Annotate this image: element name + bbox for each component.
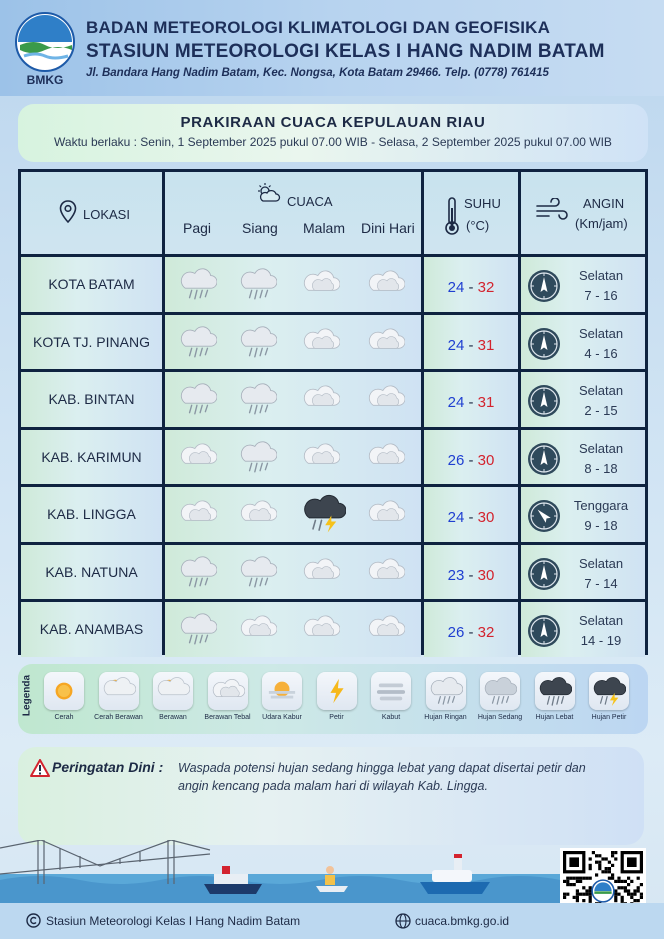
wind-speed: 9 - 18 xyxy=(584,518,618,533)
header-suhu-label: SUHU xyxy=(464,196,501,211)
footer-site-link[interactable]: cuaca.bmkg.go.id xyxy=(415,914,510,928)
hujan-ringan-icon xyxy=(426,672,466,710)
berawan-tebal-icon xyxy=(302,325,340,364)
wind-direction: Selatan xyxy=(578,555,624,571)
berawan-tebal-icon xyxy=(367,382,405,421)
weather-cell xyxy=(165,545,421,600)
temp-max: 30 xyxy=(477,509,495,526)
legend-item xyxy=(260,672,304,721)
temperature-range: 24 - 30 xyxy=(447,509,495,526)
berawan-tebal-icon xyxy=(367,325,405,364)
legend-item xyxy=(478,672,522,721)
page-title: PRAKIRAAN CUACA KEPULAUAN RIAU xyxy=(180,114,486,131)
temp-min: 23 xyxy=(447,566,465,584)
hujan-petir-icon xyxy=(302,493,346,538)
forecast-table xyxy=(18,169,648,655)
temp-max: 32 xyxy=(477,279,495,296)
berawan-tebal-icon xyxy=(302,612,340,651)
sun-cloud-icon xyxy=(255,182,281,204)
header-angin-label: ANGIN xyxy=(583,196,625,211)
berawan-tebal-icon xyxy=(302,382,340,421)
copyright-icon xyxy=(26,913,41,928)
wind-speed: 7 - 16 xyxy=(584,288,618,303)
legend-item-label: Cerah xyxy=(54,714,74,721)
berawan-tebal-icon xyxy=(367,267,405,306)
temp-max: 31 xyxy=(477,336,495,354)
compass-icon xyxy=(527,557,561,591)
berawan-tebal-icon xyxy=(239,612,277,651)
temperature-range: 24 - 31 xyxy=(447,394,495,411)
weather-cell xyxy=(165,372,421,427)
wind-cell xyxy=(521,315,645,370)
thermometer-icon xyxy=(444,196,460,236)
berawan-tebal-icon xyxy=(179,440,217,479)
temperature-cell xyxy=(424,257,518,312)
legend-item-label: Hujan Ringan xyxy=(424,714,467,721)
temp-min: 24 xyxy=(447,394,465,411)
compass-icon xyxy=(527,614,561,648)
temp-max: 30 xyxy=(477,566,495,584)
location-cell xyxy=(21,315,162,370)
temp-max: 31 xyxy=(477,394,495,411)
location-cell xyxy=(21,257,162,312)
udara-kabur-icon xyxy=(262,672,302,710)
legend-item-label: Kabut xyxy=(381,714,401,721)
legend-item xyxy=(587,672,631,721)
legend-item-label: Udara Kabur xyxy=(262,714,302,721)
berawan-tebal-icon xyxy=(208,672,248,710)
wind-info xyxy=(573,611,629,651)
temperature-cell xyxy=(424,602,518,657)
legend-label: Legenda xyxy=(21,674,33,717)
header-angin-unit: (Km/jam) xyxy=(575,216,628,231)
location-cell xyxy=(21,487,162,542)
legend-item xyxy=(151,672,195,721)
warning-text: Waspada potensi hujan sedang hingga lebat yang dapat disertai petir dan angin kencang pada malam hari di wilayah Kab. Lingga. xyxy=(178,761,586,793)
temperature-range: 24 - 32 xyxy=(447,279,495,296)
temp-min: 24 xyxy=(447,509,465,526)
location-name: KAB. NATUNA xyxy=(45,563,138,580)
temperature-cell xyxy=(424,372,518,427)
temperature-cell xyxy=(424,430,518,485)
wind-direction: Tenggara xyxy=(573,498,629,513)
compass-icon xyxy=(527,327,561,361)
legend-item xyxy=(369,672,413,721)
wind-info xyxy=(573,324,629,364)
temp-min: 26 xyxy=(447,624,465,641)
legend xyxy=(18,664,648,734)
compass-icon xyxy=(527,269,561,303)
location-cell xyxy=(21,545,162,600)
station-address: Jl. Bandara Hang Nadim Batam, Kec. Nongsa, Kota Batam 29466. Telp. (0778) 761415 xyxy=(86,67,549,79)
location-name: KAB. KARIMUN xyxy=(41,448,142,465)
location-name: KAB. BINTAN xyxy=(48,391,135,407)
cerah-icon xyxy=(44,672,84,710)
bmkg-logo xyxy=(14,12,76,88)
wind-speed: 8 - 18 xyxy=(584,460,618,476)
wind-speed: 7 - 14 xyxy=(584,575,618,591)
temp-min: 24 xyxy=(447,336,465,354)
cerah-berawan-icon xyxy=(99,672,139,710)
compass-icon xyxy=(527,442,561,476)
weather-cell xyxy=(165,487,421,542)
berawan-tebal-icon xyxy=(367,612,405,651)
footer xyxy=(0,903,664,939)
weather-cell xyxy=(165,430,421,485)
temp-min: 24 xyxy=(447,279,465,296)
berawan-tebal-icon xyxy=(179,497,217,536)
wind-info xyxy=(573,266,629,306)
wind-info xyxy=(573,439,629,479)
location-pin-icon xyxy=(59,200,77,224)
temperature-cell xyxy=(424,487,518,542)
globe-icon xyxy=(395,913,411,929)
legend-item xyxy=(42,672,86,721)
valid-period: Waktu berlaku : Senin, 1 September 2025 pukul 07.00 WIB - Selasa, 2 September 2025 pukul 07.00 WIB xyxy=(54,135,612,149)
header xyxy=(0,0,664,96)
legend-item xyxy=(533,672,577,721)
hujan-ringan-icon xyxy=(179,555,217,594)
location-cell xyxy=(21,372,162,427)
temperature-cell xyxy=(424,545,518,600)
legend-item-label: Petir xyxy=(329,714,344,721)
hujan-ringan-icon xyxy=(239,555,277,594)
header-angin xyxy=(521,172,645,254)
temp-min: 26 xyxy=(447,451,465,469)
temperature-range: 23 - 30 xyxy=(447,566,495,584)
berawan-tebal-icon xyxy=(302,555,340,594)
wind-icon xyxy=(535,198,569,222)
hujan-ringan-icon xyxy=(179,267,217,306)
hujan-ringan-icon xyxy=(239,325,277,364)
header-cuaca-label: CUACA xyxy=(287,194,333,209)
org-name: BADAN METEOROLOGI KLIMATOLOGI DAN GEOFISIKA xyxy=(86,18,551,37)
warning-title: Peringatan Dini : xyxy=(52,759,164,775)
temperature-range: 24 - 31 xyxy=(447,336,495,354)
wind-direction: Selatan xyxy=(578,383,624,398)
berawan-icon xyxy=(153,672,193,710)
wind-info xyxy=(573,554,629,594)
wind-direction: Selatan xyxy=(578,268,624,283)
location-name: KAB. ANAMBAS xyxy=(39,621,144,637)
warning-icon xyxy=(30,759,50,777)
wind-cell xyxy=(521,257,645,312)
wind-cell xyxy=(521,545,645,600)
hujan-petir-icon xyxy=(589,672,629,710)
berawan-tebal-icon xyxy=(239,497,277,536)
weather-cell xyxy=(165,602,421,657)
station-name: STASIUN METEOROLOGI KELAS I HANG NADIM BATAM xyxy=(86,41,605,62)
berawan-tebal-icon xyxy=(302,267,340,306)
petir-icon xyxy=(317,672,357,710)
header-suhu-unit: (°C) xyxy=(466,218,490,233)
legend-item-label: Berawan Tebal xyxy=(204,714,251,721)
berawan-tebal-icon xyxy=(367,440,405,479)
location-name: KOTA TJ. PINANG xyxy=(33,333,150,350)
wind-direction: Selatan xyxy=(578,325,624,341)
legend-item-label: Hujan Sedang xyxy=(477,714,523,721)
wind-direction: Selatan xyxy=(578,613,624,628)
header-cuaca xyxy=(165,172,421,254)
header-dini: Dini Hari xyxy=(361,220,415,236)
wind-direction: Selatan xyxy=(578,440,624,456)
wind-speed: 14 - 19 xyxy=(580,633,622,648)
location-cell xyxy=(21,602,162,657)
header-pagi: Pagi xyxy=(183,220,212,236)
location-name: KAB. LINGGA xyxy=(47,506,136,522)
temperature-cell xyxy=(424,315,518,370)
temp-max: 32 xyxy=(477,624,495,641)
wind-info xyxy=(573,381,629,421)
header-lokasi xyxy=(21,172,162,254)
legend-item-label: Hujan Petir xyxy=(591,714,627,721)
legend-item xyxy=(424,672,468,721)
footer-org: Stasiun Meteorologi Kelas I Hang Nadim Batam xyxy=(46,914,301,928)
compass-icon xyxy=(527,384,561,418)
legend-item xyxy=(315,672,359,721)
hujan-lebat-icon xyxy=(535,672,575,710)
hujan-ringan-icon xyxy=(239,382,277,421)
legend-item xyxy=(206,672,250,721)
berawan-tebal-icon xyxy=(367,497,405,536)
logo-text: BMKG xyxy=(26,73,64,87)
location-name: KOTA BATAM xyxy=(48,276,135,292)
legend-item xyxy=(94,672,143,721)
location-cell xyxy=(21,430,162,485)
legend-item-label: Cerah Berawan xyxy=(94,714,143,721)
temperature-range: 26 - 30 xyxy=(447,451,495,469)
wind-speed: 2 - 15 xyxy=(584,403,618,418)
wind-speed: 4 - 16 xyxy=(584,345,618,361)
wind-cell xyxy=(521,430,645,485)
temperature-range: 26 - 32 xyxy=(447,624,495,641)
wind-cell xyxy=(521,602,645,657)
header-suhu xyxy=(424,172,518,254)
title-card xyxy=(18,104,648,162)
legend-label-wrap xyxy=(20,668,34,728)
hujan-ringan-icon xyxy=(239,440,277,479)
hujan-sedang-icon xyxy=(480,672,520,710)
early-warning xyxy=(18,747,644,845)
hujan-ringan-icon xyxy=(179,612,217,651)
wind-cell xyxy=(521,372,645,427)
berawan-tebal-icon xyxy=(302,440,340,479)
kabut-icon xyxy=(371,672,411,710)
hujan-ringan-icon xyxy=(179,382,217,421)
wind-cell xyxy=(521,487,645,542)
header-lokasi-label: LOKASI xyxy=(83,207,130,222)
weather-cell xyxy=(165,315,421,370)
temp-max: 30 xyxy=(477,451,495,469)
header-malam: Malam xyxy=(303,220,346,236)
header-siang: Siang xyxy=(242,220,278,236)
berawan-tebal-icon xyxy=(367,555,405,594)
legend-item-label: Hujan Lebat xyxy=(535,714,574,721)
hujan-ringan-icon xyxy=(179,325,217,364)
legend-item-label: Berawan xyxy=(159,714,187,721)
compass-icon xyxy=(527,499,561,533)
weather-cell xyxy=(165,257,421,312)
wind-info xyxy=(573,496,629,536)
hujan-ringan-icon xyxy=(239,267,277,306)
